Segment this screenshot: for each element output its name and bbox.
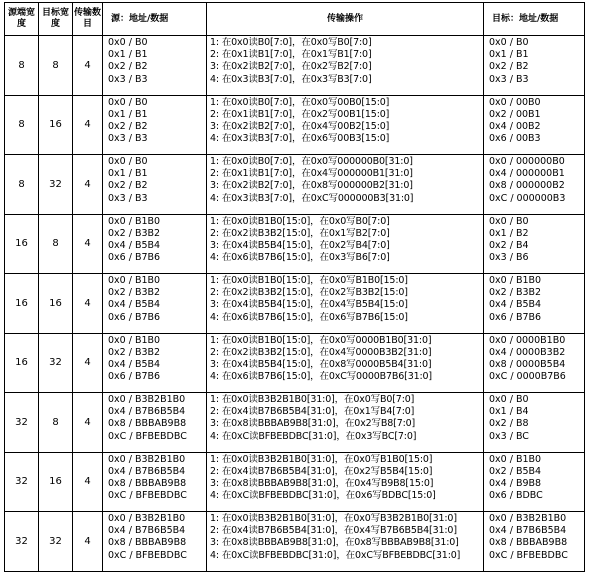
operations-cell: [207, 452, 484, 512]
source-width-cell: 32: [5, 393, 39, 453]
header-target-width: 目标宽度: [39, 3, 73, 36]
operation-step: 2: 在0x2读B3B2[15:0]，在0x1写B2[7:0]: [210, 227, 390, 239]
target-entry: 0xC / 000000B3: [489, 192, 566, 204]
operation-step: 2: 在0x1读B1[7:0]，在0x2写00B1[15:0]: [210, 108, 390, 120]
operation-step: 4: 在0x6读B7B6[15:0]，在0x6写B7B6[15:0]: [210, 311, 408, 323]
source-cell: [103, 393, 207, 453]
table-row: [5, 333, 585, 393]
target-entry: 0xC / BFBEBDBC: [489, 549, 568, 561]
operation-step: 4: 在0xC读BFBEBDBC[31:0]，在0x6写BDBC[15:0]: [210, 490, 436, 502]
target-entry: 0x4 / B5B4: [489, 299, 542, 311]
target-cell: [484, 274, 585, 334]
operation-step: 2: 在0x4读B7B6B5B4[31:0]，在0x4写B7B6B5B4[31:0]: [210, 525, 457, 537]
target-cell: [484, 155, 585, 215]
header-operations: 传输操作: [207, 3, 484, 36]
target-entry: 0x4 / 000000B1: [489, 168, 565, 180]
target-entry: 0x3 / BC: [489, 430, 529, 442]
source-entry: 0x3 / B3: [108, 192, 148, 204]
source-entry: 0x3 / B3: [108, 133, 148, 145]
operation-step: 2: 在0x2读B3B2[15:0]，在0x4写0000B3B2[31:0]: [210, 346, 432, 358]
target-width-cell: 32: [39, 333, 73, 393]
target-width-cell: 16: [39, 95, 73, 155]
operation-step: 2: 在0x4读B7B6B5B4[31:0]，在0x1写B4[7:0]: [210, 406, 415, 418]
operation-step: 3: 在0x8读BBBAB9B8[31:0]，在0x8写BBBAB9B8[31:0]: [210, 537, 459, 549]
target-entry: 0x2 / B4: [489, 239, 529, 251]
source-entry: 0x0 / B0: [108, 37, 148, 48]
target-entry: 0x0 / B0: [489, 394, 529, 405]
operation-step: 4: 在0x3读B3[7:0]，在0x3写B3[7:0]: [210, 73, 372, 85]
operation-step: 3: 在0x8读BBBAB9B8[31:0]，在0x4写B9B8[15:0]: [210, 477, 434, 489]
operation-step: 3: 在0x2读B2[7:0]，在0x4写00B2[15:0]: [210, 120, 390, 132]
source-entry: 0x8 / BBBAB9B8: [108, 537, 187, 549]
table-row: [5, 214, 585, 274]
operation-step: 1: 在0x0读B3B2B1B0[31:0]，在0x0写B1B0[15:0]: [210, 453, 433, 465]
transfer-count-cell: 4: [73, 333, 103, 393]
transfer-count-cell: 4: [73, 452, 103, 512]
target-entry: 0x0 / B1B0: [489, 453, 542, 465]
table-row: [5, 95, 585, 155]
source-entry: 0xC / BFBEBDBC: [108, 549, 187, 561]
target-entry: 0x8 / 000000B2: [489, 180, 565, 192]
source-entry: 0x0 / B1B0: [108, 334, 161, 346]
target-entry: 0x0 / 00B0: [489, 96, 541, 108]
operation-step: 2: 在0x4读B7B6B5B4[31:0]，在0x2写B5B4[15:0]: [210, 465, 433, 477]
target-width-cell: 32: [39, 512, 73, 572]
target-width-cell: 8: [39, 214, 73, 274]
table-row: [5, 393, 585, 453]
source-entry: 0x0 / B0: [108, 156, 148, 167]
target-cell: [484, 452, 585, 512]
operations-cell: [207, 333, 484, 393]
source-entry: 0x6 / B7B6: [108, 311, 161, 323]
transfer-count-cell: 4: [73, 393, 103, 453]
target-entry: 0x4 / 00B2: [489, 120, 541, 132]
transfer-count-cell: 4: [73, 95, 103, 155]
target-width-cell: 16: [39, 274, 73, 334]
target-entry: 0x4 / B7B6B5B4: [489, 525, 567, 537]
source-entry: 0x4 / B5B4: [108, 299, 161, 311]
source-entry: 0xC / BFBEBDBC: [108, 490, 187, 502]
operation-step: 3: 在0x4读B5B4[15:0]，在0x2写B4[7:0]: [210, 239, 390, 251]
source-cell: [103, 95, 207, 155]
source-cell: [103, 36, 207, 96]
target-cell: [484, 393, 585, 453]
source-entry: 0x0 / B3B2B1B0: [108, 394, 186, 405]
target-entry: 0x1 / B1: [489, 49, 529, 61]
target-entry: 0x2 / B5B4: [489, 465, 542, 477]
source-entry: 0x0 / B1B0: [108, 215, 161, 227]
target-entry: 0x6 / BDBC: [489, 490, 543, 502]
source-width-cell: 16: [5, 274, 39, 334]
source-entry: 0x0 / B3B2B1B0: [108, 453, 186, 465]
source-entry: 0x6 / B7B6: [108, 252, 161, 264]
header-source-width: 源端宽度: [5, 3, 39, 36]
operation-step: 4: 在0xC读BFBEBDBC[31:0]，在0xC写BFBEBDBC[31:0]: [210, 549, 461, 561]
target-entry: 0x0 / B0: [489, 37, 529, 48]
source-entry: 0x1 / B1: [108, 49, 148, 61]
operation-step: 1: 在0x0读B0[7:0]，在0x0写00B0[15:0]: [210, 96, 390, 108]
target-width-cell: 8: [39, 393, 73, 453]
operation-step: 1: 在0x0读B0[7:0]，在0x0写000000B0[31:0]: [210, 156, 413, 167]
operation-step: 3: 在0x8读BBBAB9B8[31:0]，在0x2写B8[7:0]: [210, 418, 416, 430]
operation-step: 1: 在0x0读B3B2B1B0[31:0]，在0x0写B0[7:0]: [210, 394, 415, 405]
transfer-count-cell: 4: [73, 36, 103, 96]
target-entry: 0x8 / BBBAB9B8: [489, 537, 568, 549]
transfer-table: [4, 2, 585, 572]
source-entry: 0x8 / BBBAB9B8: [108, 418, 187, 430]
target-cell: [484, 512, 585, 572]
target-cell: [484, 36, 585, 96]
operation-step: 2: 在0x2读B3B2[15:0]，在0x2写B3B2[15:0]: [210, 287, 408, 299]
target-width-cell: 8: [39, 36, 73, 96]
target-entry: 0x0 / 000000B0: [489, 156, 565, 167]
source-entry: 0x2 / B2: [108, 120, 148, 132]
table-row: [5, 512, 585, 572]
target-entry: 0x1 / B4: [489, 406, 529, 418]
source-entry: 0x4 / B5B4: [108, 358, 161, 370]
source-entry: 0x4 / B5B4: [108, 239, 161, 251]
target-entry: 0x2 / 00B1: [489, 108, 541, 120]
target-entry: 0x1 / B2: [489, 227, 529, 239]
source-entry: 0x6 / B7B6: [108, 371, 161, 383]
header-transfer-count: 传输数目: [73, 3, 103, 36]
source-width-cell: 16: [5, 333, 39, 393]
source-entry: 0x1 / B1: [108, 168, 148, 180]
source-cell: [103, 512, 207, 572]
target-entry: 0x2 / B8: [489, 418, 529, 430]
source-entry: 0x4 / B7B6B5B4: [108, 525, 186, 537]
source-entry: 0x4 / B7B6B5B4: [108, 406, 186, 418]
operation-step: 4: 在0x3读B3[7:0]，在0xC写000000B3[31:0]: [210, 192, 414, 204]
header-source: 源：地址/数据: [103, 3, 207, 36]
header-target: 目标：地址/数据: [484, 3, 585, 36]
target-entry: 0x8 / 0000B5B4: [489, 358, 566, 370]
target-entry: 0x0 / B0: [489, 215, 529, 227]
operations-cell: [207, 36, 484, 96]
source-width-cell: 8: [5, 36, 39, 96]
source-cell: [103, 155, 207, 215]
operation-step: 3: 在0x2读B2[7:0]，在0x2写B2[7:0]: [210, 61, 372, 73]
source-cell: [103, 214, 207, 274]
operations-cell: [207, 95, 484, 155]
operation-step: 4: 在0x6读B7B6[15:0]，在0x3写B6[7:0]: [210, 252, 390, 264]
target-cell: [484, 333, 585, 393]
source-entry: 0x2 / B3B2: [108, 346, 161, 358]
operation-step: 2: 在0x1读B1[7:0]，在0x1写B1[7:0]: [210, 49, 372, 61]
operations-cell: [207, 274, 484, 334]
source-cell: [103, 274, 207, 334]
operations-cell: [207, 155, 484, 215]
source-entry: 0x2 / B2: [108, 180, 148, 192]
operation-step: 4: 在0x6读B7B6[15:0]，在0xC写0000B7B6[31:0]: [210, 371, 432, 383]
operation-step: 4: 在0xC读BFBEBDBC[31:0]，在0x3写BC[7:0]: [210, 430, 417, 442]
source-entry: 0x2 / B3B2: [108, 287, 161, 299]
operation-step: 2: 在0x1读B1[7:0]，在0x4写000000B1[31:0]: [210, 168, 413, 180]
source-width-cell: 8: [5, 155, 39, 215]
target-width-cell: 32: [39, 155, 73, 215]
source-width-cell: 8: [5, 95, 39, 155]
target-cell: [484, 95, 585, 155]
source-entry: 0x2 / B3B2: [108, 227, 161, 239]
operation-step: 4: 在0x3读B3[7:0]，在0x6写00B3[15:0]: [210, 133, 390, 145]
target-entry: 0x6 / B7B6: [489, 311, 542, 323]
operation-step: 1: 在0x0读B1B0[15:0]，在0x0写B0[7:0]: [210, 215, 390, 227]
operation-step: 3: 在0x2读B2[7:0]，在0x8写000000B2[31:0]: [210, 180, 413, 192]
transfer-count-cell: 4: [73, 155, 103, 215]
source-width-cell: 32: [5, 512, 39, 572]
operation-step: 3: 在0x4读B5B4[15:0]，在0x4写B5B4[15:0]: [210, 299, 408, 311]
table-row: [5, 452, 585, 512]
target-entry: 0x0 / B1B0: [489, 275, 542, 286]
source-entry: 0x8 / BBBAB9B8: [108, 477, 187, 489]
table-row: [5, 155, 585, 215]
table-body: [5, 36, 585, 572]
source-cell: [103, 452, 207, 512]
target-entry: 0x3 / B6: [489, 252, 529, 264]
target-entry: 0x2 / B2: [489, 61, 529, 73]
operation-step: 1: 在0x0读B3B2B1B0[31:0]，在0x0写B3B2B1B0[31:0]: [210, 513, 457, 524]
operation-step: 1: 在0x0读B0[7:0]，在0x0写B0[7:0]: [210, 37, 372, 48]
target-entry: 0x0 / 0000B1B0: [489, 334, 566, 346]
target-entry: 0x4 / B9B8: [489, 477, 542, 489]
source-entry: 0x0 / B3B2B1B0: [108, 513, 186, 524]
operations-cell: [207, 512, 484, 572]
operation-step: 1: 在0x0读B1B0[15:0]，在0x0写B1B0[15:0]: [210, 275, 408, 286]
operation-step: 1: 在0x0读B1B0[15:0]，在0x0写0000B1B0[31:0]: [210, 334, 432, 346]
table-row: [5, 274, 585, 334]
operations-cell: [207, 214, 484, 274]
source-entry: 0xC / BFBEBDBC: [108, 430, 187, 442]
operation-step: 3: 在0x4读B5B4[15:0]，在0x8写0000B5B4[31:0]: [210, 358, 432, 370]
transfer-count-cell: 4: [73, 512, 103, 572]
source-entry: 0x4 / B7B6B5B4: [108, 465, 186, 477]
target-entry: 0x3 / B3: [489, 73, 529, 85]
source-entry: 0x2 / B2: [108, 61, 148, 73]
source-entry: 0x0 / B1B0: [108, 275, 161, 286]
target-entry: 0x4 / 0000B3B2: [489, 346, 566, 358]
target-entry: 0xC / 0000B7B6: [489, 371, 566, 383]
transfer-table-container: [4, 2, 585, 572]
header-row: [5, 3, 585, 36]
source-entry: 0x3 / B3: [108, 73, 148, 85]
table-row: [5, 36, 585, 96]
target-entry: 0x2 / B3B2: [489, 287, 542, 299]
source-width-cell: 32: [5, 452, 39, 512]
target-entry: 0x6 / 00B3: [489, 133, 541, 145]
source-cell: [103, 333, 207, 393]
source-entry: 0x1 / B1: [108, 108, 148, 120]
target-entry: 0x0 / B3B2B1B0: [489, 513, 567, 524]
transfer-count-cell: 4: [73, 214, 103, 274]
source-entry: 0x0 / B0: [108, 96, 148, 108]
transfer-count-cell: 4: [73, 274, 103, 334]
source-width-cell: 16: [5, 214, 39, 274]
target-width-cell: 16: [39, 452, 73, 512]
target-cell: [484, 214, 585, 274]
operations-cell: [207, 393, 484, 453]
